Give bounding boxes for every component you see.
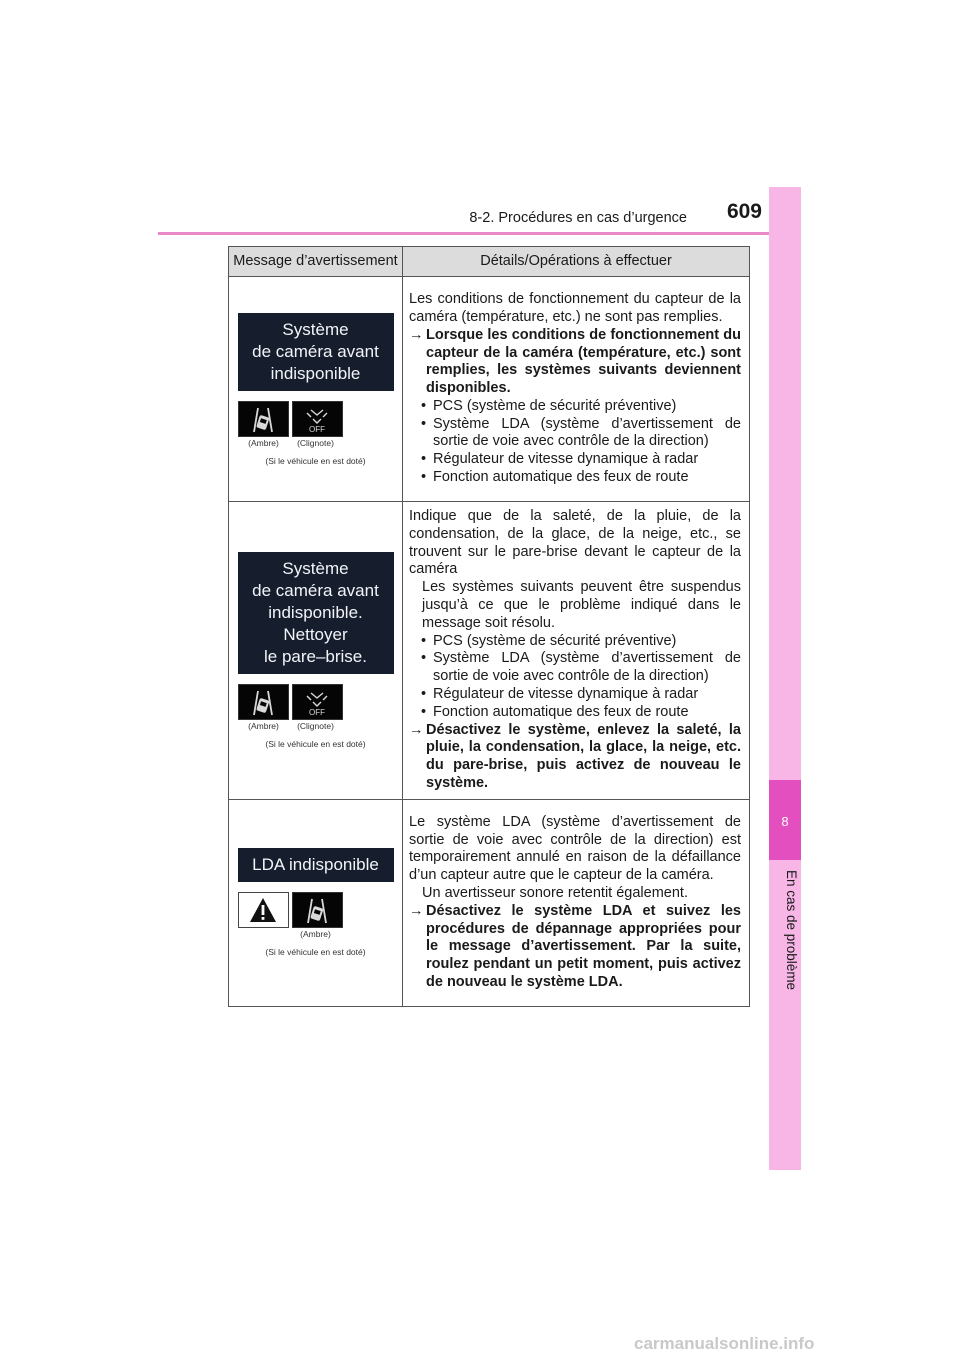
caption-amber: (Ambre) [300,929,331,940]
message-cell [229,277,403,502]
bullet-icon: • [421,703,427,720]
bullet-icon: • [421,415,427,432]
list-item-text: Régulateur de vitesse dynamique à radar [433,451,699,468]
details-cell [403,502,750,800]
list-item [421,650,741,686]
off-label: OFF [309,424,325,434]
caption-amber: (Ambre) [248,720,279,731]
header-message: Message d’avertissement [229,247,403,277]
display-message [238,313,394,391]
list-item-text: PCS (système de sécurité préventive) [433,632,677,649]
details-intro: Indique que de la saleté, de la pluie, de la condensation, de la glace, de la neige, etc., se trouvent sur le pare-brise devant le capteur de la caméra [409,508,741,578]
bullet-icon: • [421,650,427,667]
bullet-icon: • [421,469,427,486]
lane-assist-icon [292,892,343,928]
list-item [421,686,741,704]
display-line: de caméra avant [252,341,379,361]
indicator-captions [238,438,394,448]
equipment-note: (Si le véhicule en est doté) [265,738,366,749]
bullet-icon: • [421,397,427,414]
display-line: de caméra avant [252,580,379,600]
display-line: indisponible. [268,602,363,622]
header-details: Détails/Opérations à effectuer [403,247,750,277]
indicator-captions [238,929,394,939]
equipment-note: (Si le véhicule en est doté) [265,947,366,958]
details-sub: Un avertisseur sonore retentit également. [422,884,688,901]
display-line: le pare‒brise. [263,646,367,666]
indicator-row [238,892,394,928]
display-message [238,552,394,674]
action-text: Désactivez le système LDA et suivez les procédures de dépannage appropriées pour le message d’avertissement. Par la suite, roulez pendant un petit moment, puis activez de nouveau le système LDA. [426,902,741,990]
list-item [421,633,741,651]
action-item [409,327,741,398]
table-row [229,502,750,800]
display-line: Système [282,558,349,578]
message-cell [229,799,403,1006]
indicator-captions [238,721,394,731]
table-row [229,799,750,1006]
page-number: 609 [726,200,762,223]
list-item-text: Régulateur de vitesse dynamique à radar [433,685,699,702]
lane-assist-icon [238,684,289,720]
caption-blink: (Clignote) [297,437,334,448]
section-title: 8-2. Procédures en cas d’urgence [469,210,687,226]
list-item [421,416,741,452]
message-cell [229,502,403,800]
bullet-icon: • [421,685,427,702]
equipment-note: (Si le véhicule en est doté) [265,455,366,466]
table-header-row [229,247,750,277]
list-item [421,398,741,416]
action-text: Lorsque les conditions de fonctionnement du capteur de la caméra (température, etc.) sont remplies, les systèmes suivants deviennent disponibles. [426,326,741,397]
camera-off-icon [292,401,343,437]
details-intro: Le système LDA (système d’avertissement de sortie de voie avec contrôle de la direction) est temporairement annulé en raison de la défaillance d’un capteur autre que le capteur de la caméra. [409,813,741,884]
bullet-icon: • [421,632,427,649]
warning-triangle-icon [238,892,289,928]
display-line: indisponible [270,363,361,383]
arrow-icon: → [409,902,424,919]
display-line: Système [282,319,349,339]
indicator-row [238,401,394,437]
list-item-text: PCS (système de sécurité préventive) [433,397,677,414]
lane-assist-icon [238,401,289,437]
header-rule [158,232,798,235]
bullet-icon: • [421,451,427,468]
chapter-title: En cas de problème [784,870,799,991]
details-intro: Les conditions de fonctionnement du capteur de la caméra (température, etc.) ne sont pas remplies. [409,291,741,325]
list-item-text: Fonction automatique des feux de route [433,703,689,720]
chapter-number: 8 [781,814,789,829]
list-item-text: Système LDA (système d’avertissement de sortie de voie avec contrôle de la direction) [433,415,741,450]
table-row [229,277,750,502]
display-message [238,848,394,882]
list-item-text: Fonction automatique des feux de route [433,469,689,486]
action-item [409,903,741,992]
caption-spacer [238,929,290,939]
watermark: carmanualsonline.info [634,1334,815,1353]
caption-amber: (Ambre) [248,437,279,448]
list-item [421,469,741,487]
list-item-text: Système LDA (système d’avertissement de sortie de voie avec contrôle de la direction) [433,650,741,685]
display-line: Nettoyer [283,624,348,644]
details-cell [403,277,750,502]
action-item [409,722,741,793]
details-sub: Les systèmes suivants peuvent être suspendus jusqu’à ce que le problème indiqué dans le message soit résolu. [422,579,741,631]
action-text: Désactivez le système, enlevez la saleté, la pluie, la condensation, la glace, la neige, etc. du pare-brise, puis activez de nouveau le système. [426,721,741,791]
details-cell [403,799,750,1006]
camera-off-icon [292,684,343,720]
warning-table [228,246,750,1007]
arrow-icon: → [409,721,424,738]
caption-blink: (Clignote) [297,720,334,731]
display-line: LDA indisponible [252,855,379,875]
indicator-row [238,684,394,720]
chapter-side-tab [769,187,801,1170]
list-item [421,704,741,722]
off-label: OFF [309,707,325,717]
arrow-icon: → [409,326,424,343]
list-item [421,451,741,469]
